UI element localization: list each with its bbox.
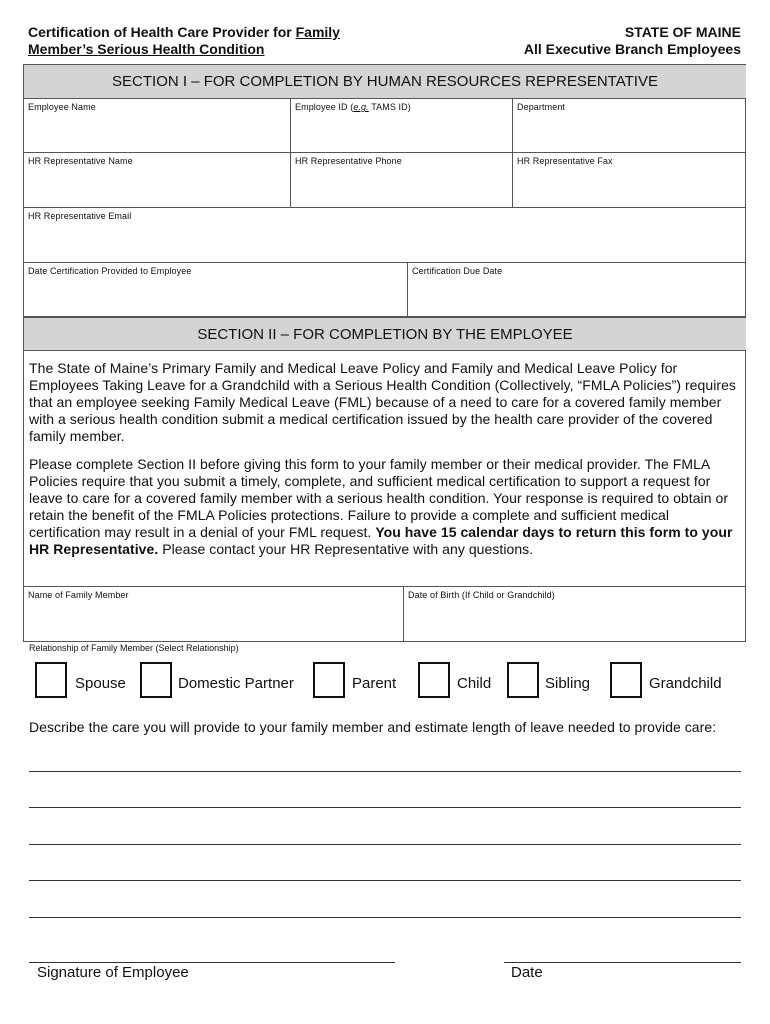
sibling-label: Sibling: [545, 675, 591, 692]
grandchild-checkbox[interactable]: [610, 662, 642, 698]
domestic-partner-label: Domestic Partner: [178, 675, 294, 692]
care-description-line[interactable]: [29, 807, 741, 808]
sibling-checkbox[interactable]: [507, 662, 539, 698]
state-label: STATE OF MAINE: [624, 24, 741, 40]
form-issuer: [524, 24, 741, 58]
child-label: Child: [457, 675, 492, 692]
hr-fax-field[interactable]: HR Representative Fax: [513, 153, 746, 208]
grandchild-label: Grandchild: [649, 675, 722, 692]
spouse-checkbox[interactable]: [35, 662, 67, 698]
relationship-options: [35, 662, 735, 702]
hr-name-field[interactable]: HR Representative Name: [24, 153, 291, 208]
dob-field[interactable]: Date of Birth (If Child or Grandchild): [404, 586, 746, 642]
child-checkbox[interactable]: [418, 662, 450, 698]
describe-care-prompt: Describe the care you will provide to your family member and estimate length of leave needed to provide care:: [29, 719, 717, 735]
audience-label: All Executive Branch Employees: [523, 41, 741, 57]
date-provided-field[interactable]: Date Certification Provided to Employee: [24, 263, 408, 317]
hr-phone-field[interactable]: HR Representative Phone: [291, 153, 513, 208]
care-description-line[interactable]: [29, 880, 741, 881]
section-1-heading: SECTION I – FOR COMPLETION BY HUMAN RESOURCES REPRESENTATIVE: [24, 65, 746, 99]
deadline-notice: You have 15 calendar days to return this form to your HR Representative.: [29, 524, 733, 557]
care-description-line[interactable]: [29, 771, 741, 772]
department-field[interactable]: Department: [513, 99, 746, 153]
care-description-line[interactable]: [29, 917, 741, 918]
spouse-label: Spouse: [75, 675, 126, 692]
signature-label: Signature of Employee: [37, 964, 189, 981]
policy-paragraph: The State of Maine’s Primary Family and Medical Leave Policy and Family and Medical Leave Policy for Employees Taking Leave for a Grandchild with a Serious Health Condition (Collectively, “FMLA Policies”) requires that an employee seeking Family Medical Leave (FML) because of a need to care for a covered family member with a serious health condition submit a medical certification issued by the health care provider of the covered family member.: [29, 360, 736, 444]
employee-id-field[interactable]: Employee ID (e.g. TAMS ID): [291, 99, 513, 153]
hr-email-field[interactable]: HR Representative Email: [24, 208, 746, 263]
signature-line[interactable]: [29, 962, 395, 963]
parent-label: Parent: [352, 675, 397, 692]
care-description-line[interactable]: [29, 844, 741, 845]
instructions-paragraph: Please complete Section II before giving this form to your family member or their medical provider. The FMLA Policies require that you submit a timely, complete, and sufficient medical certification to support a request for leave to care for a covered family member with a serious health condition. Your response is required to obtain or retain the benefit of the FMLA Policies protections. Failure to provide a complete and sufficient medical certification may result in a denial of your FML request. You have 15 calendar days to return this form to your HR Representative. Please contact your HR Representative with any questions.: [29, 456, 733, 557]
due-date-field[interactable]: Certification Due Date: [412, 266, 503, 276]
employee-name-field[interactable]: Employee Name: [24, 99, 291, 153]
form-title: Certification of Health Care Provider for Family Member’s Serious Health Condition: [28, 24, 340, 57]
family-member-name-field[interactable]: Name of Family Member: [24, 586, 404, 642]
section-2-heading: SECTION II – FOR COMPLETION BY THE EMPLOYEE: [24, 317, 746, 351]
date-line[interactable]: [504, 962, 741, 963]
parent-checkbox[interactable]: [313, 662, 345, 698]
domestic-partner-checkbox[interactable]: [140, 662, 172, 698]
date-label: Date: [511, 964, 543, 981]
title-line-2: Member’s Serious Health Condition: [28, 41, 265, 57]
relationship-label: Relationship of Family Member (Select Relationship): [29, 643, 239, 653]
title-underlined-word: Family: [295, 24, 340, 40]
